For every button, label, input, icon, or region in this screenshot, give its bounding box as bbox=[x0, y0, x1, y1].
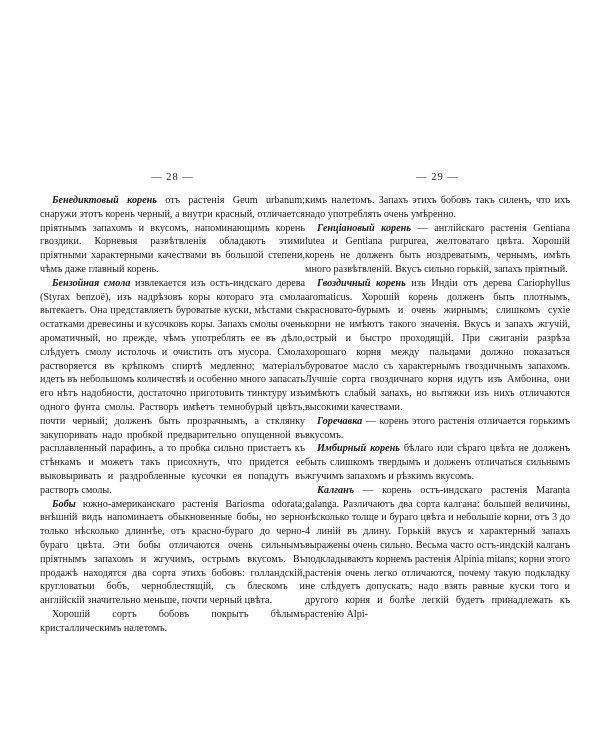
entry-term: Имбирный корень bbox=[317, 443, 400, 455]
left-page bbox=[40, 172, 305, 636]
entry-text: Хорошій сортъ бобовъ покрытъ бѣлымъ кристаллическимъ налетомъ. bbox=[40, 608, 305, 634]
entry-text: — корень остъ-индскаго растенія Maranta galanga. Различаютъ два сорта калгана: большей величины, нѣсколько толще и бураго цвѣта и небольшіе корни, отъ 3 до 4 линій въ длину. Горькій вкусъ и характерный запахъ выражены очень сильно. Весьма часто остъ-индскій калганъ подкладываютъ корнемъ растенія Alpinia mitans; корни этого растенія очень легко отличаются, почему такую подкладку не слѣдуетъ допускать; надо взять равные куски того и другого корня и болѣе легкій будетъ принадлежать къ растенію Alpi- bbox=[305, 484, 570, 620]
entry-paragraph bbox=[40, 608, 305, 636]
entry-paragraph bbox=[305, 415, 570, 443]
page-number: — 28 — bbox=[151, 172, 194, 183]
entry-text: отъ растенія Geum urbanum; снаружи этотъ корень черный, а внутри красный, отличается пріятнымъ запахомъ и вкусомъ, напоминающимъ корень гвоздики. Корневыя развѣтвленія обладаютъ этими пріятными характерными качествами въ большой степени, чѣмъ даже главный корень. bbox=[40, 195, 305, 275]
entry-paragraph bbox=[40, 277, 305, 498]
page-number: — 29 — bbox=[416, 172, 459, 183]
entry-term: Генціановый корень bbox=[317, 222, 411, 234]
entry-term: Бенедиктовый корень bbox=[52, 195, 157, 206]
entry-paragraph bbox=[305, 222, 570, 277]
entry-paragraph bbox=[305, 277, 570, 415]
entry-text: бѣлаго или сѣраго цвѣта не долженъ быть слишкомъ твердымъ и долженъ отличаться сильнымъ жгучимъ запахомъ и рѣзкимъ вкусомъ. bbox=[305, 443, 570, 482]
entry-term: Горечавка bbox=[317, 415, 363, 427]
right-page bbox=[305, 172, 570, 622]
entry-text: изъ Индіи отъ дерева Cariophyllus aromaticus. Хорошій корень долженъ быть плотнымъ, красновато-бурымъ и очень жирнымъ; слишкомъ сухіе корни не имѣютъ такого значенія. Вкусъ и запахъ жгучій, острый и быстро проходящій. При сжиганіи разрѣза хорошаго корня между пальцами должно показаться буроватое масло съ характернымъ гвоздичнымъ запахомъ. Лучшіе сорта гвоздичнаго корня идутъ изъ Амбоина, они имѣютъ слабый запахъ, но вытяжки изъ нихъ отличаются высокими качествами. bbox=[305, 277, 570, 413]
entry-text: извлекается изъ остъ-индскаго дерева (Styrax benzoë), изъ надрѣзовъ коры котораго эта смола вытекаетъ. Она представляетъ буроватые куски, мѣстами съ остатками древесины и кусочковъ коры. Запахъ смолы очень ароматичный, но прежде, чѣмъ употреблять ее въ дѣло, слѣдуетъ смолу истолочь и очистить отъ мусора. Смола растворяется въ крѣпкомъ спиртѣ медленно; матеріалъ идетъ въ небольшомъ количествѣ и особенно много запасать его нѣтъ надобности, достаточно приготовить тинктуру изъ одного фунта смолы. Растворъ имѣетъ темнобурый цвѣтъ, почти черный; долженъ быть прозрачнымъ, а стклянку закупоривать надо пробкой предварительно опущенной въ расплавленный парафинъ, а то пробка сильно пристаетъ къ стѣнкамъ и можетъ такъ присохнуть, что придется ее выковыривать и раздробленные кусочки ея попадутъ въ растворъ смолы. bbox=[40, 277, 305, 496]
entry-paragraph bbox=[40, 194, 305, 277]
entry-text: — корень этого растенія отличается горькимъ вкусомъ. bbox=[305, 415, 570, 441]
entry-term: Гвоздичный корень bbox=[317, 277, 406, 289]
entry-paragraph bbox=[40, 498, 305, 608]
entry-paragraph bbox=[305, 442, 570, 483]
entry-term: Калганъ bbox=[317, 484, 355, 496]
entry-paragraph bbox=[305, 484, 570, 622]
entry-term: Бензойная смола bbox=[52, 277, 131, 289]
entry-text: — англійскаго растенія Gentiana lutea и Gentiana purpurea, желтоватаго цвѣта. Хорошій корень не долженъ быть ноздреватымъ, чернымъ, имѣть много развѣтвленій. Вкусъ сильно горькій, запахъ пріятный. bbox=[305, 222, 570, 275]
continuation-paragraph: кимъ налетомъ. Запахъ этихъ бобовъ такъ силенъ, что ихъ надо употреблять очень умѣренно. bbox=[305, 195, 570, 220]
entry-text: южно-американскаго растенія Bariosma odorata; внѣшній видъ напоминаетъ обыкновенные бобы, но зерно только нѣсколько длиннѣе, отъ красно-бураго до черно-бураго цвѣта. Эти бобы отличаются очень сильнымъ пріятнымъ запахомъ и жгучимъ, острымъ вкусомъ. Въ продажѣ находятся два сорта этихъ бобовъ: голландскій, кругловатыи бобъ, черноблестящій, съ блескомъ и англійскій значительно меньше, почти черный цвѣта. bbox=[40, 498, 305, 607]
entry-term: Бобы bbox=[52, 498, 76, 510]
